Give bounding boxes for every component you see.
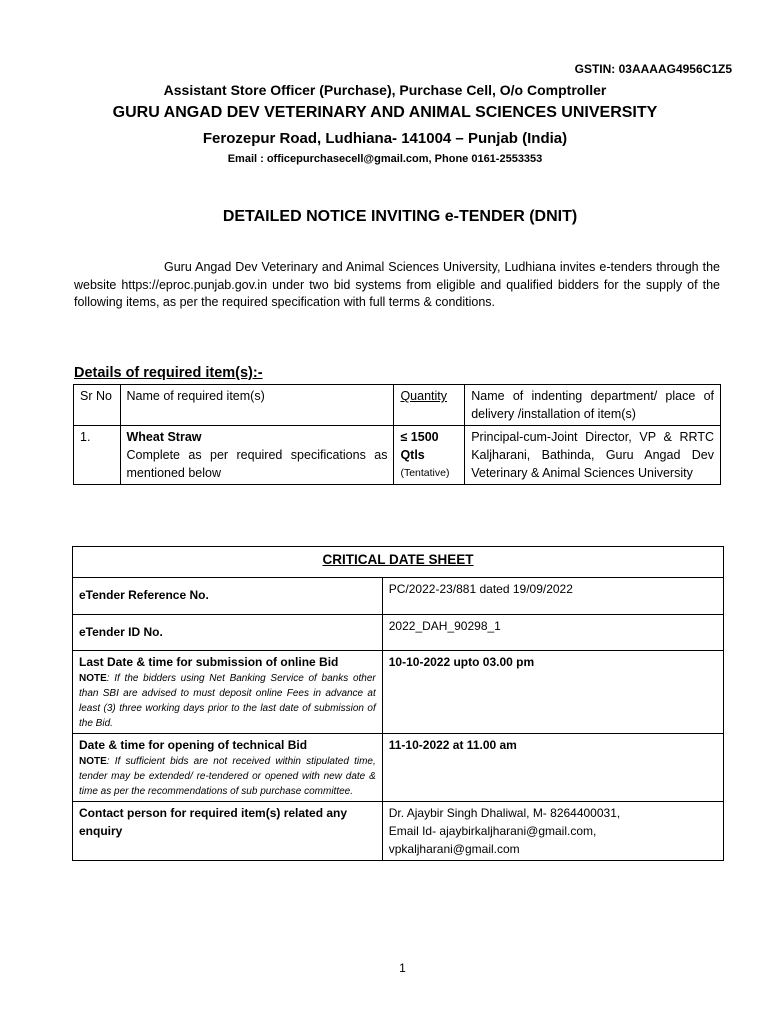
row-quantity [394,426,465,485]
opening-note [79,754,376,799]
quantity-value: ≤ 1500 Qtls [400,430,439,462]
page-number: 1 [399,961,406,975]
critical-date-sheet [72,546,724,861]
submission-cell [73,651,383,734]
gstin-number: GSTIN: 03AAAAG4956C1Z5 [574,62,732,76]
ref-value: PC/2022-23/881 dated 19/09/2022 [382,578,723,615]
id-label: eTender ID No. [73,615,383,651]
note-text: : If sufficient bids are not received within stipulated time, tender may be extended/ re-tendered or opened with new date & time as per the recommendations of sub purchase committee. [79,756,376,797]
item-spec: Complete as per required specifications as mentioned below [126,448,388,480]
header-department: Name of indenting department/ place of delivery /installation of item(s) [465,385,721,426]
intro-paragraph: Guru Angad Dev Veterinary and Animal Sciences University, Ludhiana invites e-tenders through the website https://eproc.punjab.gov.in under two bid systems from eligible and qualified bidders for the supply of the following items, as per the required specification with full terms & conditions. [74,260,720,309]
submission-label: Last Date & time for submission of online Bid [79,655,339,669]
table-row [74,426,721,485]
contact-label: Contact person for required item(s) related any enquiry [73,802,383,861]
row-sr: 1. [74,426,121,485]
contact-line: Email : officepurchasecell@gmail.com, Phone 0161-2553353 [227,153,543,165]
header-item-name: Name of required item(s) [120,385,394,426]
id-value: 2022_DAH_90298_1 [382,615,723,651]
quantity-note: (Tentative) [400,467,450,479]
opening-label: Date & time for opening of technical Bid [79,738,308,752]
contact-email-2: vpkaljharani@gmail.com [388,842,520,856]
note-prefix: NOTE [79,756,107,767]
table-header-row [74,385,721,426]
note-prefix: NOTE [79,673,107,684]
submission-value: 10-10-2022 upto 03.00 pm [382,651,723,734]
office-name: Assistant Store Officer (Purchase), Purchase Cell, O/o Comptroller [163,82,607,98]
critical-date-heading: CRITICAL DATE SHEET [73,547,724,578]
item-name: Wheat Straw [126,430,202,444]
header-quantity: Quantity [394,385,465,426]
university-name: GURU ANGAD DEV VETERINARY AND ANIMAL SCIENCES UNIVERSITY [112,104,658,121]
submission-note [79,671,376,731]
contact-name: Dr. Ajaybir Singh Dhaliwal, M- 8264400031, [388,806,621,820]
note-text: : If the bidders using Net Banking Service of banks other than SBI are advised to must deposit online Fees in advance at least (3) three working days prior to the last date of submission of the Bid. [79,673,376,729]
header-sr: Sr No [74,385,121,426]
row-department: Principal-cum-Joint Director, VP & RRTC Kaljharani, Bathinda, Guru Angad Dev Veterinary & Animal Sciences University [465,426,721,485]
ref-label: eTender Reference No. [73,578,383,615]
contact-email: Email Id- ajaybirkaljharani@gmail.com, [388,824,597,838]
row-item [120,426,394,485]
university-address: Ferozepur Road, Ludhiana- 141004 – Punjab (India) [202,130,568,147]
details-heading: Details of required item(s):- [74,365,263,381]
contact-person-cell [382,802,723,861]
document-title: DETAILED NOTICE INVITING e-TENDER (DNIT) [222,208,578,225]
opening-value: 11-10-2022 at 11.00 am [382,734,723,802]
opening-cell [73,734,383,802]
items-table [73,384,721,485]
